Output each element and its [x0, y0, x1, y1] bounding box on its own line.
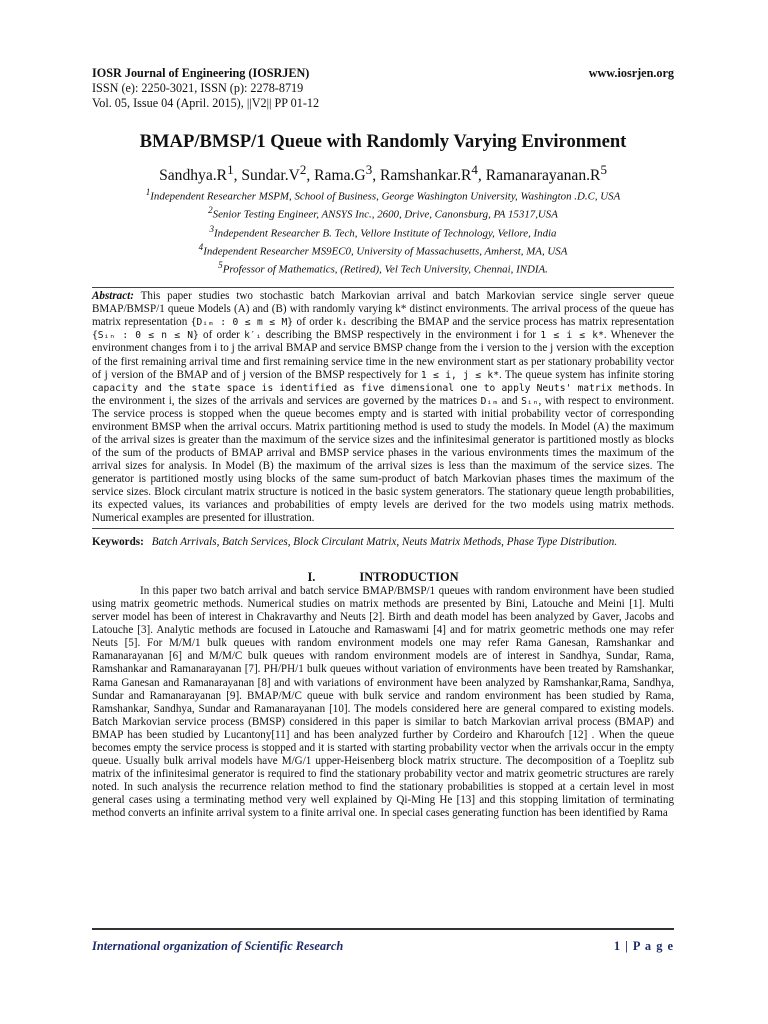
math-expr: 1 ≤ i, j ≤ k*	[420, 369, 499, 381]
journal-header	[92, 66, 674, 81]
author-sup: 3	[365, 162, 373, 177]
paper-page	[92, 66, 674, 820]
math-expr: capacity and the state space is identified as five dimensional one to apply Neuts' matrix methods	[92, 382, 659, 394]
author-list: $Sandhya.R^1$, $Sundar.V^2$, $Rama.G^3$, $Ramshankar.R^4$, $Ramanarayanan.R^5$	[159, 162, 607, 185]
affiliation: $^2$Senior Testing Engineer, ANSYS Inc., 2600, Drive, Canonsburg, PA 15317,USA	[208, 205, 558, 222]
math-expr: 1 ≤ i ≤ k*	[540, 330, 604, 342]
section-heading	[92, 570, 674, 584]
author-name: Sandhya.R	[159, 167, 228, 185]
affiliation: $^1$Independent Researcher MSPM, School of Business, George Washington University, Washington .D.C, USA	[145, 187, 621, 203]
math-expr: k′ᵢ	[244, 330, 262, 342]
author-sup: 5	[600, 162, 607, 177]
affiliation: $^3$Independent Researcher B. Tech, Vellore Institute of Technology, Vellore, India	[209, 223, 557, 240]
section-title: INTRODUCTION	[359, 570, 459, 585]
page-footer	[92, 928, 674, 954]
footer-org: International organization of Scientific Research	[92, 939, 344, 953]
math-expr: Sᵢₙ	[521, 395, 539, 407]
paper-title: BMAP/BMSP/1 Queue with Randomly Varying Environment	[139, 131, 627, 152]
keywords	[92, 536, 674, 549]
author-name: Ramshankar.R	[380, 167, 472, 185]
math-expr: kᵢ	[336, 317, 348, 329]
section-number: I.	[307, 570, 316, 585]
abstract-text: Abstract: This paper studies two stochastic batch Markovian arrival and batch Markovian service single server queue BMAP/BMSP/1 queue Models (A) and (B) with randomly varying k* distinct environments. The arrival process of the queue has matrix representation {Dᵢₘ : 0 ≤ m ≤ M} of order kᵢ describing the BMAP and the service process has matrix representation {Sᵢₙ : 0 ≤ n ≤ N} of order k′ᵢ describing the BMSP respectively in the environment i for 1 ≤ i ≤ k*. Whenever the environment changes from i to j the arrival BMAP and service BMSP change from the i version to the j version with the exception of the first remaining arrival time and first remaining service time in the new environment start as per stationary probability vector of j version of the BMAP and of j version of the BMSP respectively for 1 ≤ i, j ≤ k*. The queue system has infinite storing capacity and the state space is identified as five dimensional one to apply Neuts' matrix methods. In the environment i, the sizes of the arrivals and services are governed by the matrices Dᵢₘ and Sᵢₙ, with respect to environment. The service process is stopped when the queue becomes empty and is started with initial probability vector of corresponding environment BMSP when the arrival occurs. Matrix partitioning method is used to study the models. In Model (A) the maximum of the arrival sizes is greater than the maximum of the service sizes and the infinitesimal generator is partitioned mostly as blocks of the sum of the products of BMAP arrival and BMSP service phases in the various environments times the maximum of the arrival sizes for analysis. In Model (B) the maximum of the arrival sizes is less than the maximum of the service sizes. The generator is partitioned mostly using blocks of the same sum-product of batch Markovian phases times the maximum of the service sizes. Block circulant matrix structure is noticed in the basic system generators. The stationary queue length probabilities, its expected values, its variances and probabilities of empty levels are derived for the two models using matrix methods. Numerical examples are presented for illustration.	[92, 290, 675, 525]
issn-line: ISSN (e): 2250-3021, ISSN (p): 2278-8719	[92, 81, 304, 95]
author-sup: 1	[227, 162, 234, 177]
affiliation: $^4$Independent Researcher MS9EC0, University of Massachusetts, Amherst, MA, USA	[198, 241, 568, 258]
author-name: Rama.G	[314, 167, 366, 185]
intro-paragraph: In this paper two batch arrival and batch service BMAP/BMSP/1 queues with random environment have been studied using matrix geometric methods. Numerical studies on matrix methods are presented by Bini, Latouche and Meini [1]. Multi server model has been of interest in Chakravarthy and Neuts [2]. Birth and death model has been analyzed by Gaver, Jacobs and Latouche [3]. Analytic methods are focused in Latouche and Ramaswami [4] and for matrix geometric methods one may refer Neuts [5]. For M/M/1 bulk queues with random environment models one may refer Rama Ganesan, Ramshankar and Ramanarayanan [6] and M/M/C bulk queues with random environment models are of interest in Sandhya, Sundar, Rama, Ramshankar and Ramanarayanan [7]. PH/PH/1 bulk queues without variation of environments have been treated by Ramshankar, Rama Ganesan and Ramanarayanan [8] and with variations of environment have been analyzed by Ramshankar,Rama, Sandhya, Sundar and Ramanarayanan [9]. BMAP/M/C queue with bulk service and random environment has been studied by Rama, Ramshankar, Sandhya, Sundar and Ramanarayanan [10]. The models considered here are general compared to existing models. Batch Markovian service process (BMSP) considered in this paper is similar to batch Markovian arrival process (BMAP) and BMAP has been studied by Lucantony[11] and has been analyzed further by Cordeiro and Kharoufch [12] . When the queue becomes empty the service process is stopped and it is started with starting probability vector when the arrivals occur in the empty queue. Usually bulk arrival models have M/G/1 upper-Heisenberg block matrix structure. The decomposition of a Toeplitz sub matrix of the infinitesimal generator is required to find the stationary probability vector and matrix geometric structures are rarely noted. In such analysis the recurrence relation method to find the stationary probabilities is stopped at a certain level in most general cases using a terminating method very well explained by Qi-Ming He [13] and this stopping limitation of terminating method converts an infinite arrival system to a finite arrival one. In special cases generating function has been identified by Rama	[92, 585, 674, 819]
math-expr: {Dᵢₘ : 0 ≤ m ≤ M}	[190, 317, 294, 329]
abstract-label: Abstract:	[92, 290, 134, 303]
math-expr: Dᵢₘ	[480, 395, 498, 407]
author-name: Ramanarayanan.R	[485, 167, 601, 185]
journal-website: www.iosrjen.org	[588, 66, 674, 80]
author-sup: 2	[299, 162, 307, 177]
math-expr: {Sᵢₙ : 0 ≤ n ≤ N}	[92, 330, 199, 342]
author-sup: 4	[471, 162, 478, 177]
abstract-section	[92, 287, 674, 529]
keywords-text: Batch Arrivals, Batch Services, Block Circulant Matrix, Neuts Matrix Methods, Phase Type Distribution.	[151, 536, 618, 549]
journal-name: IOSR Journal of Engineering (IOSRJEN)	[92, 66, 310, 80]
affiliation-list	[92, 186, 674, 277]
affiliation: $^5$Professor of Mathematics, (Retired), Vel Tech University, Chennai, INDIA.	[218, 260, 548, 276]
page-number: 1 | P a g e	[613, 939, 674, 953]
volume-line: Vol. 05, Issue 04 (April. 2015), ||V2|| PP 01-12	[92, 96, 320, 110]
author-name: Sundar.V	[241, 167, 300, 185]
keywords-label: Keywords:	[92, 536, 144, 549]
